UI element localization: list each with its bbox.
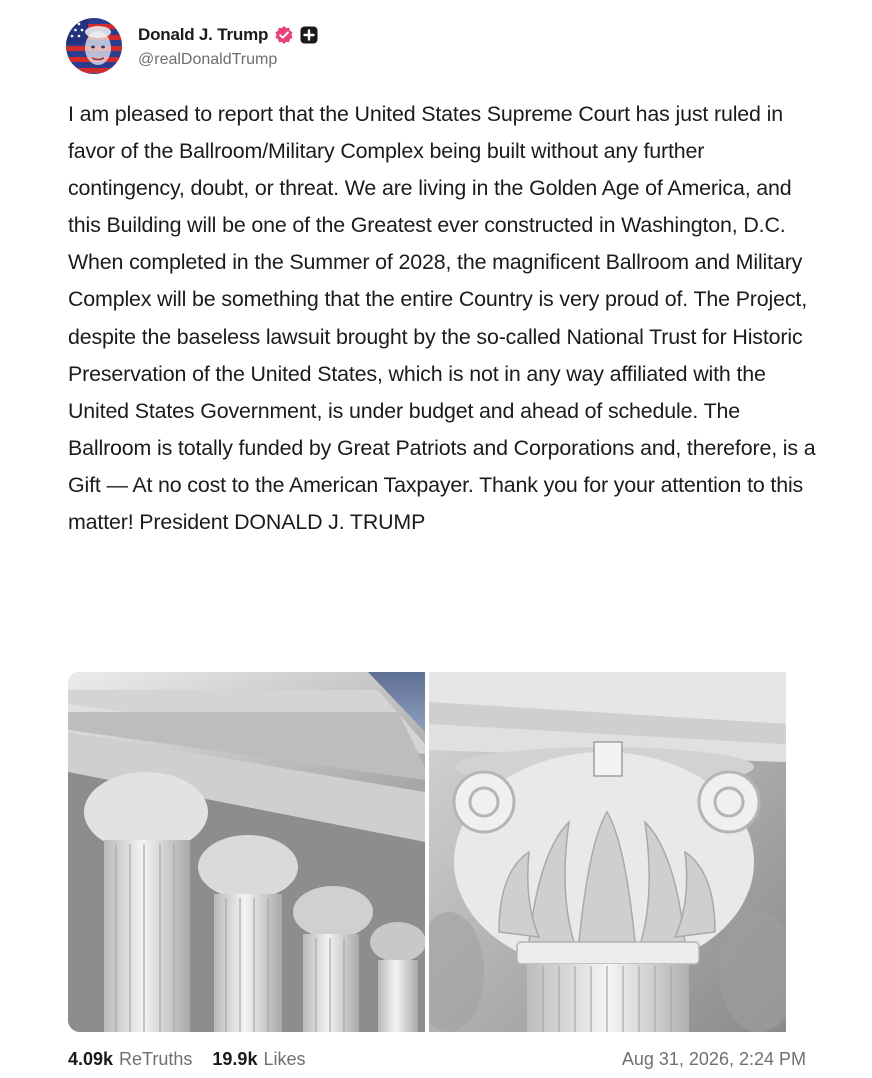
retruths-stat[interactable]	[68, 1049, 192, 1070]
media-gallery	[68, 672, 806, 1032]
display-name[interactable]: Donald J. Trump	[138, 25, 269, 44]
retruths-count: 4.09k	[68, 1048, 114, 1069]
author-identity	[138, 23, 318, 69]
likes-stat[interactable]	[212, 1049, 305, 1070]
retruths-label: ReTruths	[119, 1048, 193, 1069]
flag-portrait-avatar-icon	[66, 18, 122, 74]
post-header	[66, 14, 318, 78]
corinthian-capital-image[interactable]	[429, 672, 786, 1032]
name-row	[138, 23, 318, 47]
avatar[interactable]	[66, 18, 122, 74]
post-timestamp[interactable]: Aug 31, 2026, 2:24 PM	[621, 1048, 806, 1069]
verified-badge-icon	[274, 25, 294, 45]
plus-badge-icon	[300, 26, 318, 44]
author-handle[interactable]: @realDonaldTrump	[138, 51, 278, 68]
post-footer	[68, 1044, 806, 1074]
colonnade-columns-image[interactable]	[68, 672, 425, 1032]
post-stats	[68, 1049, 325, 1070]
likes-count: 19.9k	[212, 1048, 258, 1069]
post-text: I am pleased to report that the United States Supreme Court has just ruled in favor of the Ballroom/Military Complex being built without any further contingency, doubt, or threat. We are living in the Golden Age of America, and this Building will be one of the Greatest ever constructed in Washington, D.C. When completed in the Summer of 2028, the magnificent Ballroom and Military Complex will be something that the entire Country is very proud of. The Project, despite the baseless lawsuit brought by the so-called National Trust for Historic Preservation of the United States, which is not in any way affiliated with the United States Government, is under budget and ahead of schedule. The Ballroom is totally funded by Great Patriots and Corporations and, therefore, is a Gift — At no cost to the American Taxpayer. Thank you for your attention to this matter! President DONALD J. TRUMP	[68, 102, 816, 535]
likes-label: Likes	[263, 1048, 306, 1069]
